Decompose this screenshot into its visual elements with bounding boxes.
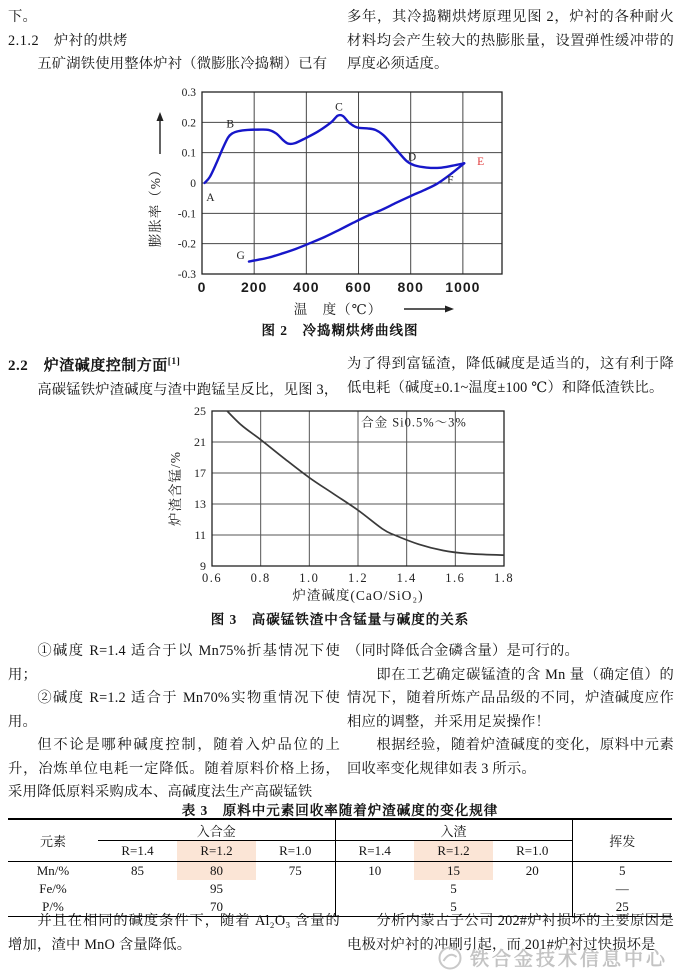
table-cell: 5 [450, 881, 457, 896]
table-cell: 75 [288, 863, 302, 878]
svg-text:800: 800 [397, 279, 424, 295]
table-cell: Fe/% [39, 881, 67, 896]
table-cell: 5 [572, 862, 672, 881]
svg-text:D: D [407, 151, 417, 164]
svg-text:F: F [447, 174, 454, 187]
figure3-caption: 图 3 高碳锰铁渣中含锰量与碱度的关系 [210, 612, 470, 627]
table-cell: 80 [177, 862, 256, 881]
svg-text:1.6: 1.6 [445, 571, 466, 585]
section-2-2-right [347, 353, 674, 400]
svg-text:13: 13 [194, 497, 206, 511]
table-row [8, 862, 672, 881]
figure2-container [140, 80, 540, 331]
svg-text:膨胀率（%）: 膨胀率（%） [148, 162, 163, 248]
svg-text:17: 17 [194, 466, 206, 480]
svg-text:200: 200 [240, 279, 268, 295]
table-cell: 5 [450, 899, 457, 914]
paragraph-furnace-lining: 五矿湖铁使用整体炉衬（微膨胀冷捣糊）已有 [37, 56, 328, 72]
col-header-r14-alloy: R=1.4 [98, 841, 177, 862]
ferroalloy-logo-icon [437, 945, 463, 971]
figure3-mn-basicity-chart [166, 402, 518, 608]
svg-text:G: G [236, 250, 245, 263]
top-right-column [347, 6, 674, 77]
carryover-text: 下。 [8, 9, 37, 25]
svg-text:21: 21 [194, 435, 206, 449]
svg-text:-0.3: -0.3 [177, 269, 196, 281]
heading-2-2 [8, 351, 340, 379]
table-cell: 25 [572, 898, 672, 917]
svg-text:11: 11 [194, 528, 206, 542]
middle-right-column [347, 640, 674, 781]
table-cell [493, 880, 572, 898]
table-cell: 95 [210, 881, 223, 896]
figure2-bake-curve-chart [140, 80, 540, 326]
top-left-column [8, 6, 338, 77]
table-cell [256, 880, 335, 898]
svg-text:合金 Si0.5%～3%: 合金 Si0.5%～3% [361, 415, 467, 430]
table3-title: 表 3 原料中元素回收率随着炉渣碱度的变化规律 [181, 803, 499, 818]
table-cell: 10 [335, 862, 414, 881]
paragraph-analysis: 分析内蒙古子公司 202#炉衬损坏的主要原因是电极对炉衬的冲刷引起，而 201#炉衬过快损坏是 [347, 913, 674, 953]
col-header-r10-slag: R=1.0 [493, 841, 572, 862]
col-header-r12-slag: R=1.2 [414, 841, 493, 862]
col-group-alloy: 入合金 [98, 819, 335, 841]
list-item-1: ①碱度 R=1.4 适合于以 Mn75%折基情况下使用； [8, 643, 340, 683]
middle-left-column [8, 640, 340, 805]
svg-text:0.6: 0.6 [201, 571, 223, 585]
svg-text:0: 0 [197, 279, 207, 295]
heading-2-2-text: 2.2 炉渣碱度控制方面 [8, 358, 168, 374]
svg-text:400: 400 [293, 279, 320, 295]
col-header-element: 元素 [8, 819, 98, 862]
table-cell [98, 880, 177, 898]
svg-text:0: 0 [190, 178, 196, 190]
table-cell: 20 [525, 863, 539, 878]
svg-text:-0.2: -0.2 [177, 238, 196, 251]
paragraph-feasible: （同时降低合金磷含量）是可行的。 [347, 643, 579, 659]
paragraph-basicity-intro: 高碳锰铁炉渣碱度与渣中跑锰呈反比，见图 3， [37, 381, 339, 398]
watermark [437, 944, 668, 971]
paragraph-basicity-control: 但不论是哪种碱度控制，随着入炉品位的上升，冶炼单位电耗一定降低。随着原料价格上扬，采用降低原料采购成本、高碱度法生产高碳锰铁 [8, 737, 340, 800]
table-cell: P/% [42, 899, 64, 914]
table3-recovery-rates [8, 818, 672, 917]
svg-text:温 度（℃）: 温 度（℃） [293, 302, 383, 317]
figure2-caption: 图 2 冷捣糊烘烤曲线图 [261, 323, 419, 338]
table-cell: — [572, 880, 672, 898]
section-2-2-left [8, 351, 340, 402]
paragraph-al2o3: 并且在相同的碱度条件下，随着 Al₂O₃ 含量的增加，渣中 MnO 含量降低。 [8, 913, 340, 953]
svg-text:25: 25 [194, 404, 206, 418]
paragraph-process: 即在工艺确定碳锰渣的含 Mn 量（确定值）的情况下，随着所炼产品品级的不同，炉渣碱度应作相应的调整，并采用足炭操作！ [347, 666, 674, 730]
table-cell [335, 880, 414, 898]
table-cell: Mn/% [36, 863, 70, 878]
list-item-2: ②碱度 R=1.2 适合于 Mn70%实物重情况下使用。 [8, 690, 340, 730]
col-group-slag: 入渣 [335, 819, 572, 841]
svg-text:9: 9 [200, 559, 206, 573]
col-header-r10-alloy: R=1.0 [256, 841, 335, 862]
svg-text:0.3: 0.3 [181, 87, 196, 99]
table-row [8, 880, 672, 898]
svg-text:1000: 1000 [445, 279, 481, 295]
svg-text:C: C [335, 101, 343, 114]
svg-text:炉渣碱度(CaO/SiO₂): 炉渣碱度(CaO/SiO₂) [292, 588, 424, 603]
heading-2-1-2: 2.1.2 炉衬的烘烤 [8, 32, 128, 49]
col-header-r14-slag: R=1.4 [335, 841, 414, 862]
table-header-row-groups [8, 819, 672, 841]
col-header-volatile: 挥发 [572, 819, 672, 862]
svg-text:-0.1: -0.1 [177, 208, 196, 221]
svg-text:600: 600 [345, 279, 372, 295]
svg-text:1.4: 1.4 [396, 571, 417, 585]
watermark-text: 铁合金技术信息中心 [469, 949, 668, 970]
table-cell: 85 [131, 863, 144, 878]
bottom-left-column [8, 910, 340, 957]
svg-text:B: B [226, 118, 235, 131]
svg-text:1.2: 1.2 [347, 571, 369, 585]
paragraph-rich-slag: 为了得到富锰渣，降低碱度是适当的，这有利于降低电耗（碱度±0.1~温度±100 ℃）和降低渣铁比。 [347, 356, 674, 396]
figure3-container [166, 402, 518, 613]
svg-text:0.2: 0.2 [181, 117, 196, 130]
table-cell: 70 [210, 899, 223, 914]
svg-text:A: A [206, 191, 215, 204]
svg-text:1.8: 1.8 [493, 571, 515, 585]
svg-text:0.1: 0.1 [181, 147, 196, 160]
table-cell: 15 [414, 862, 493, 881]
svg-text:0.8: 0.8 [250, 571, 271, 585]
col-header-r12-alloy: R=1.2 [177, 841, 256, 862]
citation-ref: [1] [167, 357, 181, 367]
paragraph-bake-principle: 多年，其冷捣糊烘烤原理见图 2，炉衬的各种耐火材料均会产生较大的热膨胀量，设置弹性缓冲带的厚度必须适度。 [347, 9, 674, 72]
svg-text:炉渣含锰/%: 炉渣含锰/% [168, 451, 183, 526]
svg-text:1.0: 1.0 [299, 571, 320, 585]
paragraph-experience: 根据经验，随着炉渣碱度的变化，原料中元素回收率变化规律如表 3 所示。 [347, 737, 674, 777]
svg-text:E: E [477, 155, 485, 168]
